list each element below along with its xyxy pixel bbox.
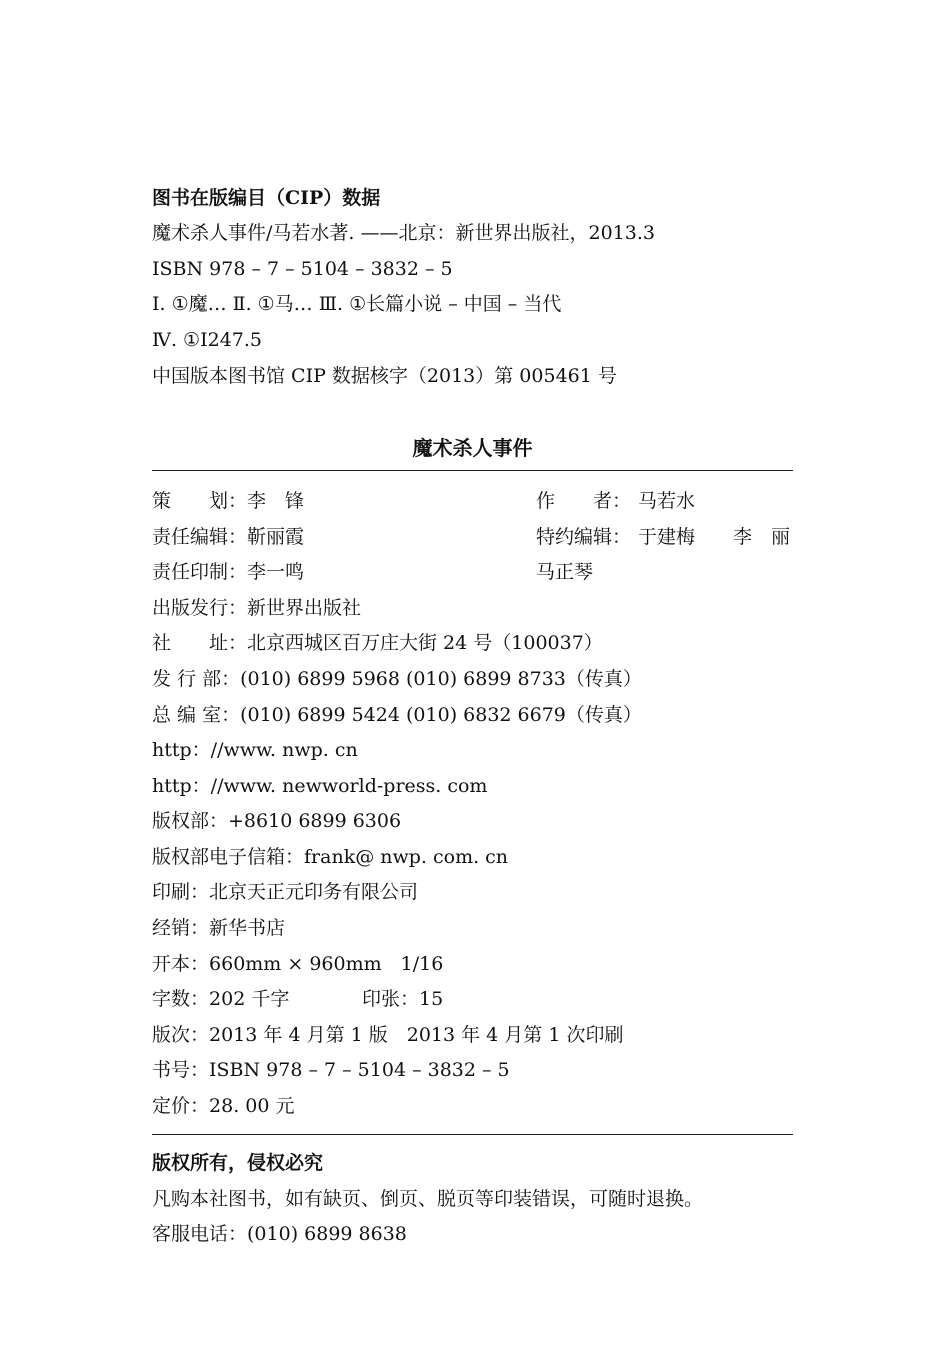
row-words-sheets: [152, 986, 444, 1012]
customer-service-phone: (010) 6899 8638: [247, 1223, 407, 1245]
row-printer: [152, 879, 418, 905]
customer-service-line: [152, 1222, 407, 1246]
edition-value: 2013 年 4 月第 1 版 2013 年 4 月第 1 次印刷: [209, 1024, 624, 1046]
format-value: 660mm × 960mm 1/16: [209, 953, 444, 975]
row-isbn: [152, 1057, 510, 1083]
cip-line-title-author: 魔术杀人事件/马若水著. ——北京：新世界出版社，2013.3: [152, 222, 655, 244]
cip-line-record-number: 中国版本图书馆 CIP 数据核字（2013）第 005461 号: [152, 365, 617, 387]
row-url-2: [152, 773, 487, 799]
customer-service-label: 客服电话：: [152, 1223, 248, 1245]
distribution-value: (010) 6899 5968 (010) 6899 8733（传真）: [240, 668, 642, 690]
row-url-1: [152, 737, 358, 763]
row-price: [152, 1093, 295, 1119]
editor-label: 责任编辑：: [152, 526, 248, 548]
copyright-notice-heading: 版权所有，侵权必究: [152, 1152, 324, 1174]
planner-value: 李 锋: [247, 490, 305, 512]
row-editors: [152, 524, 791, 550]
row-copyright-email: [152, 844, 508, 870]
row-copyright-dept: [152, 808, 401, 834]
row-printing: [152, 559, 594, 585]
website-link-nwp[interactable]: http：//www. nwp. cn: [152, 739, 358, 761]
address-label: 社 址：: [152, 632, 248, 654]
return-policy-text: 凡购本社图书，如有缺页、倒页、脱页等印装错误，可随时退换。: [152, 1188, 704, 1210]
row-edition: [152, 1022, 623, 1048]
planner-label: 策 划：: [152, 490, 248, 512]
printing-value-2: 马正琴: [536, 561, 594, 583]
cip-line-isbn: ISBN 978 – 7 – 5104 – 3832 – 5: [152, 258, 453, 280]
top-divider: [152, 470, 793, 471]
address-value: 北京西城区百万庄大街 24 号（100037）: [247, 632, 603, 654]
row-dealer: [152, 915, 285, 941]
isbn-label: 书号：: [152, 1059, 210, 1081]
dealer-label: 经销：: [152, 917, 210, 939]
publisher-value: 新世界出版社: [247, 597, 362, 619]
printer-value: 北京天正元印务有限公司: [209, 881, 419, 903]
row-format: [152, 951, 443, 977]
sheets-value: 15: [419, 988, 444, 1010]
format-label: 开本：: [152, 953, 210, 975]
distribution-label: 发 行 部：: [152, 668, 241, 690]
price-value: 28. 00 元: [209, 1095, 295, 1117]
copyright-email-value[interactable]: frank@ nwp. com. cn: [304, 846, 509, 868]
copyright-dept-label: 版权部：: [152, 810, 229, 832]
cip-line-classification: Ⅰ. ①魔… Ⅱ. ①马… Ⅲ. ①长篇小说 – 中国 – 当代: [152, 293, 562, 315]
author-value: 马若水: [638, 490, 696, 512]
chief-label: 总 编 室：: [152, 704, 241, 726]
row-chief-editor-office: [152, 702, 642, 728]
editor-value: 靳丽霞: [247, 526, 305, 548]
bottom-divider: [152, 1134, 793, 1135]
printing-label: 责任印制：: [152, 561, 248, 583]
price-label: 定价：: [152, 1095, 210, 1117]
printer-label: 印刷：: [152, 881, 210, 903]
website-link-newworld-press[interactable]: http：//www. newworld-press. com: [152, 775, 488, 797]
cip-heading: 图书在版编目（CIP）数据: [152, 187, 381, 209]
book-title: 魔术杀人事件: [412, 436, 533, 460]
sheets-label: 印张：: [362, 988, 420, 1010]
chief-value: (010) 6899 5424 (010) 6832 6679（传真）: [240, 704, 642, 726]
printing-value: 李一鸣: [247, 561, 305, 583]
special-editor-value: 于建梅 李 丽: [638, 526, 791, 548]
words-value: 202 千字: [209, 988, 290, 1010]
copyright-dept-value: +8610 6899 6306: [228, 810, 402, 832]
words-label: 字数：: [152, 988, 210, 1010]
publisher-label: 出版发行：: [152, 597, 248, 619]
cip-line-call-number: Ⅳ. ①I247.5: [152, 329, 262, 351]
row-address: [152, 630, 603, 656]
edition-label: 版次：: [152, 1024, 210, 1046]
special-editor-label: 特约编辑：: [536, 526, 632, 548]
author-label: 作 者：: [536, 490, 632, 512]
dealer-value: 新华书店: [209, 917, 286, 939]
row-distribution: [152, 666, 642, 692]
copyright-email-label: 版权部电子信箱：: [152, 846, 305, 868]
isbn-value: ISBN 978 – 7 – 5104 – 3832 – 5: [209, 1059, 510, 1081]
row-publisher: [152, 595, 361, 621]
row-planner-author: [152, 488, 696, 514]
